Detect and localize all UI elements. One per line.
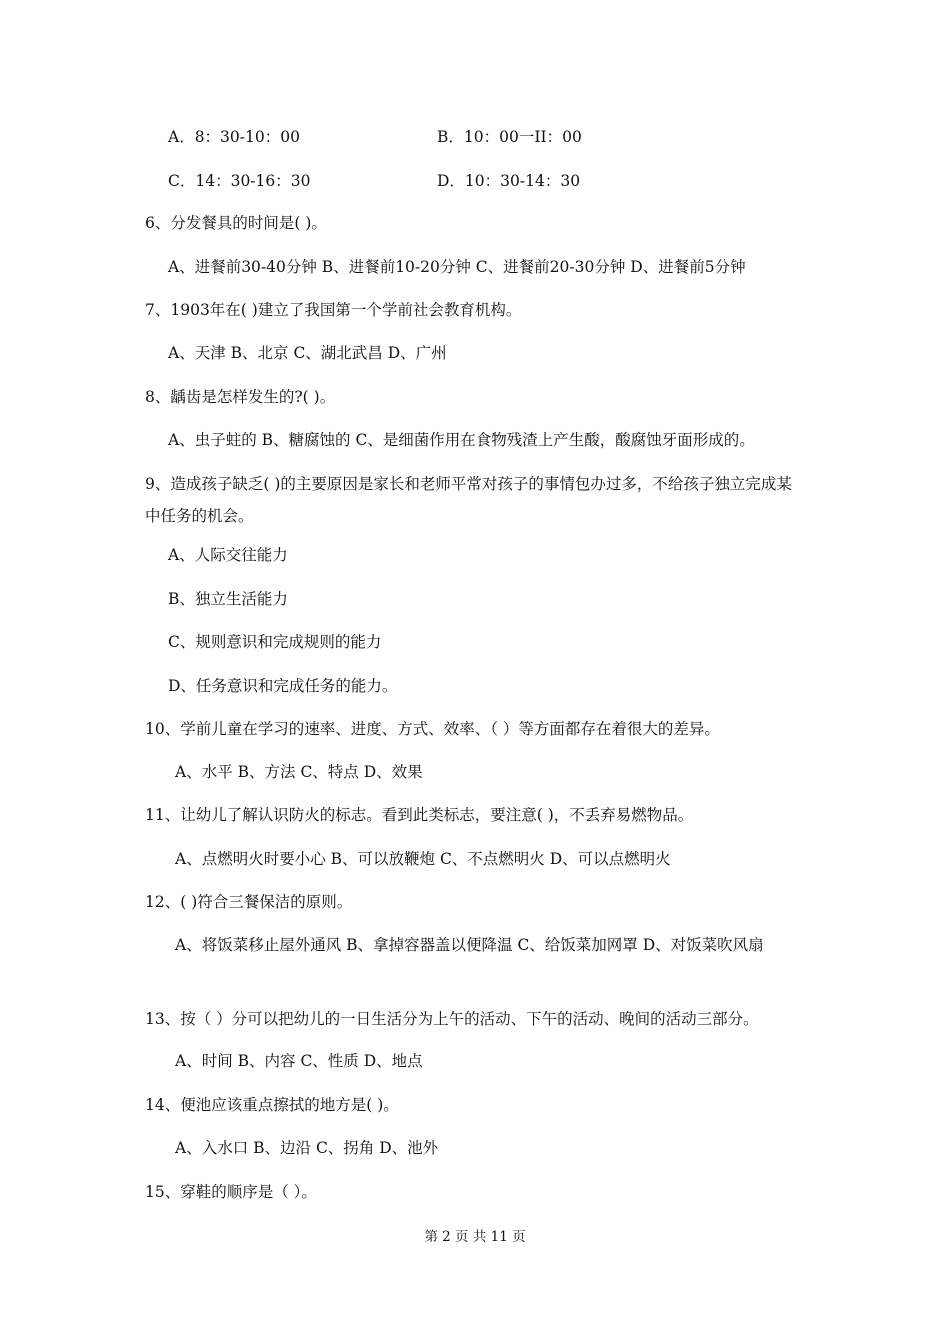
q8-stem: 8、龋齿是怎样发生的?( )。 <box>145 388 336 406</box>
q7-options: A、天津 B、北京 C、湖北武昌 D、广州 <box>168 344 447 362</box>
q5-option-d: D．10：30-14：30 <box>437 172 581 190</box>
q13-options: A、时间 B、内容 C、性质 D、地点 <box>175 1052 423 1070</box>
q7-stem: 7、1903年在( )建立了我国第一个学前社会教育机构。 <box>145 301 522 319</box>
q10-options: A、水平 B、方法 C、特点 D、效果 <box>175 763 423 781</box>
q5-option-a: A．8：30-10：00 <box>168 128 300 146</box>
q9-option-a: A、人际交往能力 <box>168 546 288 564</box>
q11-stem: 11、让幼儿了解认识防火的标志。看到此类标志，要注意( )，不丢弃易燃物品。 <box>145 806 694 824</box>
q12-options: A、将饭菜移止屋外通风 B、拿掉容器盖以便降温 C、给饭菜加网罩 D、对饭菜吹风扇 <box>175 936 764 954</box>
page-number-label: 第 2 页 共 11 页 <box>424 1229 526 1245</box>
q13-stem: 13、按（ ）分可以把幼儿的一日生活分为上午的活动、下午的活动、晚间的活动三部分。 <box>145 1010 759 1028</box>
q5-option-c: C．14：30-16：30 <box>168 172 311 190</box>
q8-options: A、虫子蛀的 B、糖腐蚀的 C、是细菌作用在食物残渣上产生酸，酸腐蚀牙面形成的。 <box>168 431 755 449</box>
q9-option-b: B、独立生活能力 <box>168 590 288 608</box>
q5-option-b: B．10：00一II：00 <box>437 128 582 146</box>
q9-option-d: D、任务意识和完成任务的能力。 <box>168 677 398 695</box>
q9-stem: 9、造成孩子缺乏( )的主要原因是家长和老师平常对孩子的事情包办过多，不给孩子独立完成某中任务的机会。 <box>145 475 792 525</box>
q12-stem: 12、( )符合三餐保洁的原则。 <box>145 893 353 911</box>
q15-stem: 15、穿鞋的顺序是（ ）。 <box>145 1183 317 1201</box>
q6-stem: 6、分发餐具的时间是( )。 <box>145 214 327 232</box>
page-footer <box>0 1227 950 1247</box>
q6-options: A、进餐前30-40分钟 B、进餐前10-20分钟 C、进餐前20-30分钟 D、进餐前5分钟 <box>168 258 746 276</box>
q9-option-c: C、规则意识和完成规则的能力 <box>168 633 382 651</box>
q14-stem: 14、便池应该重点擦拭的地方是( )。 <box>145 1096 399 1114</box>
q11-options: A、点燃明火时要小心 B、可以放鞭炮 C、不点燃明火 D、可以点燃明火 <box>175 850 671 868</box>
q14-options: A、入水口 B、边沿 C、拐角 D、池外 <box>175 1139 439 1157</box>
q10-stem: 10、学前儿童在学习的速率、进度、方式、效率、（ ）等方面都存在着很大的差异。 <box>145 720 720 738</box>
